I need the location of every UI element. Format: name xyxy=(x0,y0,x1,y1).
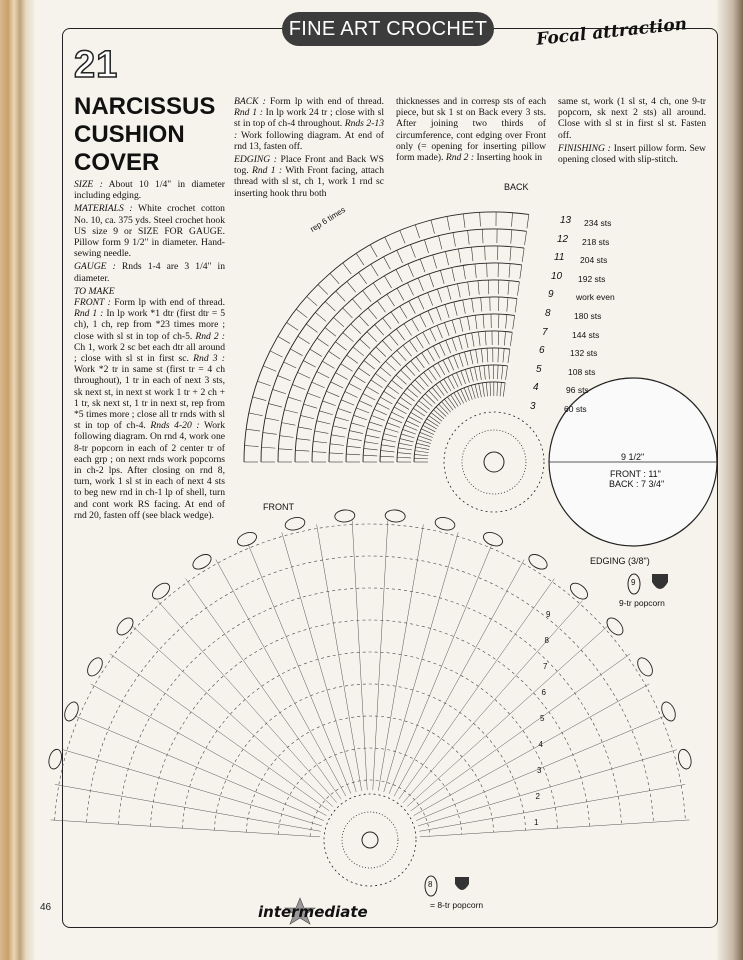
popcorn-stitch xyxy=(85,655,106,678)
gauge-text: Rnds 1-4 are 3 1/4" in diameter. xyxy=(74,261,225,284)
size-label: SIZE : xyxy=(74,179,103,190)
skill-level: intermediate xyxy=(258,903,368,921)
front-round-arc xyxy=(214,684,525,830)
size-text: About 10 1/4" in diameter including edging. xyxy=(74,179,226,202)
front-round-arc xyxy=(87,556,654,822)
front-round-number: 3 xyxy=(537,766,542,775)
stitch-count: 204 sts xyxy=(580,255,608,266)
front-spoke xyxy=(91,684,327,816)
front-spoke xyxy=(75,716,324,821)
title-line: NARCISSUS xyxy=(74,93,216,120)
pillow-front-size: FRONT : 11" xyxy=(610,469,661,479)
stitch-count: 218 sts xyxy=(582,236,610,247)
gauge-label: GAUGE : xyxy=(74,261,116,273)
pillow-back-size: BACK : 7 3/4" xyxy=(609,479,665,489)
title-line: CUSHION xyxy=(74,121,185,148)
popcorn-stitch xyxy=(526,551,549,572)
front-center-motif xyxy=(324,794,416,886)
title-line: COVER xyxy=(74,149,160,176)
stitch-count: 108 sts xyxy=(568,366,596,377)
back-rnd1-label: Rnd 1 : xyxy=(234,107,263,119)
front-round-number: 6 xyxy=(541,688,546,697)
edging-rnd1-text: With Front facing, attach thread with sl st, ch 1, work 1 rnd sc inserting hook thru both xyxy=(234,165,384,199)
front-round-number: 7 xyxy=(543,662,548,671)
rnd3-text: Work *2 tr in same st (first tr = 4 ch throughout), 1 tr in each of next 3 sts, sk next st, in next st work 1 tr + 2 ch + 1 tr, sk next st, 1 tr in next st, rep from *5 times more ; close all tr rnds with sl st in top of ch-4. xyxy=(74,364,225,432)
front-round-arc xyxy=(55,524,686,820)
front-round-number: 1 xyxy=(534,818,539,827)
round-number: 9 xyxy=(548,289,554,301)
front-spoke xyxy=(419,784,685,831)
front-spoke xyxy=(51,820,320,837)
edging-text: Place Front and Back WS tog. xyxy=(234,154,384,177)
materials-label: MATERIALS : xyxy=(74,203,133,215)
front-spoke xyxy=(389,544,492,794)
stitch-count: 132 sts xyxy=(570,348,598,359)
rnd2-text: Ch 1, work 2 sc bet each dtr all around ; close with sl st in first sc. xyxy=(74,341,225,365)
front-spoke xyxy=(411,654,631,811)
popcorn-stitch xyxy=(481,530,504,549)
back-rnd1-text: In lp work 24 tr ; close with sl st in top of ch-4 throughout. xyxy=(234,107,384,130)
popcorn-stitch xyxy=(190,551,213,572)
front-spoke xyxy=(407,626,608,807)
round-number: 4 xyxy=(533,382,539,394)
front-round-number: 5 xyxy=(540,714,545,723)
stitch-count: work even xyxy=(576,292,615,303)
edging-label: EDGING : xyxy=(234,154,277,166)
front-diagram-pattern xyxy=(51,520,690,836)
round-number: 11 xyxy=(554,252,565,264)
round-number: 12 xyxy=(557,233,569,245)
rnd1-label: Rnd 1 : xyxy=(74,308,104,320)
pattern-number: 21 xyxy=(74,44,119,86)
front-label: FRONT : xyxy=(74,297,111,309)
edging-rnd1-label: Rnd 1 : xyxy=(251,165,283,177)
front-spoke xyxy=(373,520,388,790)
rnd1-text: In lp work *1 dtr (first dtr = 5 ch), 1 ch, rep from *23 times more ; close with sl st in top of ch-5. xyxy=(74,308,225,342)
front-spoke xyxy=(248,544,351,794)
front-round-number: 4 xyxy=(538,740,543,749)
front-round-number: 2 xyxy=(535,792,540,801)
finishing-text: Insert pillow form. Sew opening closed with slip-stitch. xyxy=(558,142,706,166)
popcorn-stitch xyxy=(235,530,258,549)
round-number: 10 xyxy=(551,270,563,282)
edging-rnd2-label: Rnd 2 : xyxy=(445,152,475,164)
legend-9tr-text: 9-tr popcorn xyxy=(619,598,665,608)
header-banner: FINE ART CROCHET xyxy=(282,12,494,46)
popcorn-stitch xyxy=(434,516,456,532)
front-round-number: 8 xyxy=(544,636,549,645)
back-diagram-label: BACK xyxy=(504,182,529,192)
front-spoke xyxy=(132,626,333,807)
front-spoke xyxy=(55,784,321,831)
materials-text: White crochet cotton No. 10, ca. 375 yds. Steel crochet hook US size 9 or SIZE FOR GAUGE. Pillow form 9 1/2" in diameter. Hand-sewing needle. xyxy=(74,203,225,260)
back-rnds213-text: Work following diagram. At end of rnd 13, fasten off. xyxy=(234,129,384,152)
stitch-count: 144 sts xyxy=(572,329,600,340)
front-round-arc xyxy=(150,620,589,826)
stitch-count: 180 sts xyxy=(574,311,602,321)
front-round-arc xyxy=(310,780,430,836)
stitch-count: 234 sts xyxy=(584,218,612,228)
front-spoke xyxy=(418,750,677,826)
page-number: 46 xyxy=(40,902,52,913)
round-number: 3 xyxy=(530,401,536,412)
rnd3-label: Rnd 3 : xyxy=(193,353,226,365)
stitch-count: 60 sts xyxy=(564,404,587,414)
finishing-label: FINISHING : xyxy=(558,142,611,154)
front-round-arc xyxy=(246,716,494,832)
front-spoke xyxy=(399,579,555,800)
stitch-count: 96 sts xyxy=(566,385,589,396)
front-spoke xyxy=(110,654,330,811)
to-make-heading: TO MAKE xyxy=(74,285,115,297)
back-label: BACK : xyxy=(234,96,266,107)
front-round-arc xyxy=(182,652,557,828)
rnd2-label: Rnd 2 : xyxy=(195,330,225,342)
pillow-diameter: 9 1/2" xyxy=(621,452,645,462)
stitch-count: 192 sts xyxy=(578,273,606,284)
column4-text: same st, work (1 sl st, 4 ch, one 9-tr popcorn, sk next 2 sts) all around. Close with sl st in first sl st. Fasten off. xyxy=(558,96,706,141)
edging-rnd2-text: Inserting hook in xyxy=(476,152,543,164)
front-round-arc xyxy=(118,588,621,824)
popcorn-stitch xyxy=(149,580,172,602)
rnds420-label: Rnds 4-20 : xyxy=(150,420,200,432)
round-number: 6 xyxy=(539,345,545,357)
edging-diagram-label: EDGING (3/8") xyxy=(590,556,650,566)
legend-8tr-text: = 8-tr popcorn xyxy=(430,900,484,910)
legend-8-num: 8 xyxy=(428,880,433,889)
column3-text: thicknesses and in corresp sts of each piece, but sk 1 st on Back every 3 sts. After joining two thirds of circumference, cont edging over Front only (= opening for inserting pillow form made). xyxy=(396,96,546,164)
front-text: Form lp with end of thread. xyxy=(114,297,225,309)
back-text: Form lp with end of thread. xyxy=(269,96,384,107)
popcorn-stitch xyxy=(567,580,590,602)
round-number: 13 xyxy=(560,215,572,226)
round-number: 5 xyxy=(536,363,542,375)
rep-label: rep 6 times xyxy=(308,205,347,234)
legend-9-num: 9 xyxy=(631,578,636,587)
front-diagram-label: FRONT xyxy=(263,502,294,512)
front-spoke xyxy=(352,520,367,790)
front-spoke xyxy=(186,579,342,800)
rnds420-text: Work following diagram. On rnd 4, work one 8-tr popcorn in each of 2 center tr of each grp ; on next rnds work popcorns in ch-2 lps. After closing on rnd 8, turn, work 1 sl st in each of next 4 sts to beg new rnd in ch-1 lp of shell, turn and cont work RS facing. At end of rnd 20, fasten off (see black wedge). xyxy=(74,420,226,521)
popcorn-stitch xyxy=(676,748,693,770)
popcorn-stitch xyxy=(47,748,64,770)
back-rnds213-label: Rnds 2-13 : xyxy=(234,118,384,141)
front-spoke xyxy=(63,750,322,826)
section-title: Focal attraction xyxy=(535,14,688,50)
popcorn-stitch xyxy=(284,516,306,532)
front-popcorn-row xyxy=(47,509,693,770)
front-spoke xyxy=(414,684,650,816)
popcorn-stitch xyxy=(635,655,656,678)
front-round-number: 9 xyxy=(546,610,551,619)
round-number: 7 xyxy=(542,326,548,338)
round-number: 8 xyxy=(545,308,551,319)
